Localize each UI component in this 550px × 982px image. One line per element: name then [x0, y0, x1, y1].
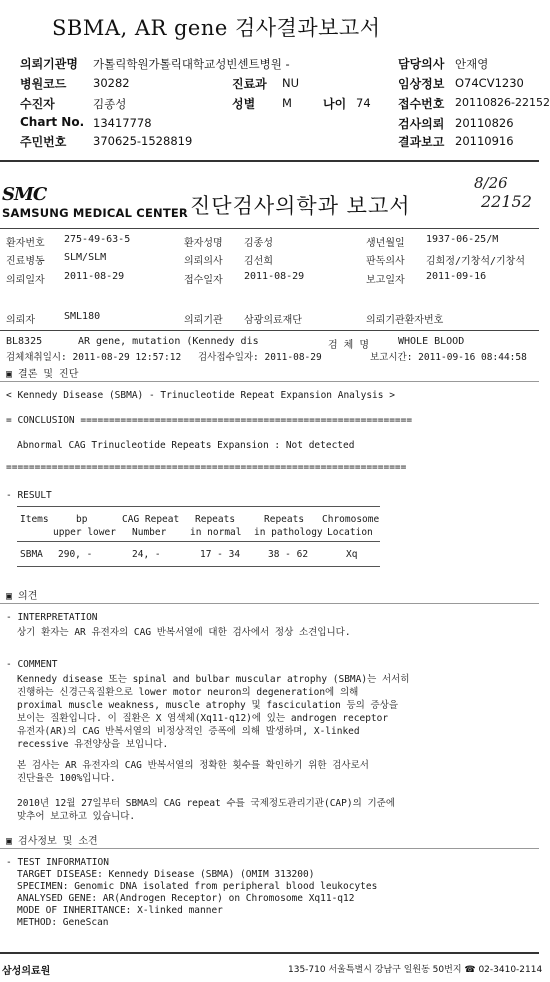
info-value: 김종성 [244, 238, 273, 249]
label-clinical-info: 임상정보 [398, 77, 445, 91]
info-value: 김희정/기창석/기창석 [426, 256, 525, 267]
value-resident-no: 370625-1528819 [93, 134, 193, 148]
label-doctor: 담당의사 [398, 57, 445, 71]
label-receipt-no: 접수번호 [398, 97, 445, 111]
comment-line: 유전자(AR)의 CAG 반복서열의 비정상적인 증폭에 의해 발생하며, X-linked [17, 726, 360, 737]
label-age: 나이 [323, 97, 347, 111]
test-name: AR gene, mutation (Kennedy dis [78, 336, 259, 347]
value-hospital-code: 30282 [93, 76, 130, 90]
hospital-name: SAMSUNG MEDICAL CENTER [2, 206, 188, 220]
requester-label: 의뢰자 [6, 315, 35, 326]
info-value: 김선희 [244, 256, 273, 267]
collect-datetime: 검체채취일시: 2011-08-29 12:57:12 [6, 352, 182, 363]
handwritten-number: 22152 [481, 192, 532, 211]
table-header: CAG Repeat [122, 514, 180, 525]
info-value: 2011-08-29 [64, 271, 125, 282]
analysis-title: < Kennedy Disease (SBMA) - Trinucleotide Repeat Expansion Analysis > [6, 390, 395, 401]
institution-label: 의뢰기관 [184, 315, 223, 326]
test-info-line: TARGET DISEASE: Kennedy Disease (SBMA) (OMIM 313200) [17, 869, 315, 880]
info-label: 의뢰의사 [184, 256, 223, 267]
smc-logo: SMC [2, 184, 47, 205]
info-label: 의뢰일자 [6, 275, 45, 286]
table-top-rule [17, 506, 380, 507]
handwritten-date: 8/26 [474, 174, 508, 192]
interpretation-label: - INTERPRETATION [6, 612, 98, 623]
label-request-date: 검사의뢰 [398, 117, 445, 131]
value-doctor: 안재영 [455, 57, 489, 71]
lab-report-title: 진단검사의학과 보고서 [190, 194, 411, 218]
label-chart-no: Chart No. [20, 115, 85, 129]
institution-value: 삼광의료재단 [244, 315, 302, 326]
table-header-sub: Number [132, 527, 167, 538]
value-chart-no: 13417778 [93, 116, 152, 130]
table-header: bp [76, 514, 88, 525]
value-institution: 가톨릭학원가톨릭대학교성빈센트병원 - [93, 57, 290, 71]
table-cell: 17 - 34 [200, 549, 241, 560]
comment-line: 진행하는 신경근육질환으로 lower motor neuron의 degeneration에 의해 [17, 687, 359, 698]
result-label: - RESULT [6, 490, 52, 501]
info-bottom-rule [0, 330, 539, 331]
value-request-date: 20110826 [455, 116, 514, 130]
section-rule [0, 381, 539, 382]
comment-line: Kennedy disease 또는 spinal and bulbar muscular atrophy (SBMA)는 서서히 [17, 674, 410, 685]
comment-line: 맞추어 보고하고 있습니다. [17, 811, 136, 822]
info-value: 1937-06-25/M [426, 234, 499, 245]
table-bottom-rule [17, 566, 380, 567]
conclusion-text: Abnormal CAG Trinucleotide Repeats Expansion : Not detected [17, 440, 355, 451]
table-cell: Xq [346, 549, 358, 560]
inst-patno-label: 의뢰기관환자번호 [366, 315, 444, 326]
specimen-value: WHOLE BLOOD [398, 336, 465, 347]
info-label: 생년월일 [366, 238, 405, 249]
value-age: 74 [356, 96, 371, 110]
table-cell: 38 - 62 [268, 549, 309, 560]
label-patient: 수진자 [20, 97, 55, 111]
footer-org: 삼성의료원 [2, 966, 51, 977]
requester-value: SML180 [64, 311, 101, 322]
info-label: 진료병동 [6, 256, 45, 267]
value-clinical-info: O74CV1230 [455, 76, 524, 90]
test-info-label: - TEST INFORMATION [6, 857, 109, 868]
section-rule [0, 848, 539, 849]
comment-label: - COMMENT [6, 659, 58, 670]
receipt-date: 검사접수일자: 2011-08-29 [198, 352, 322, 363]
info-label: 보고일자 [366, 275, 405, 286]
table-header: Repeats [264, 514, 305, 525]
info-label: 환자번호 [6, 238, 45, 249]
label-sex: 성별 [232, 97, 256, 111]
info-value: 2011-08-29 [244, 271, 305, 282]
section-heading-opinion: ▣ 의견 [6, 591, 38, 602]
interpretation-text: 상기 환자는 AR 유전자의 CAG 반복서열에 대한 검사에서 정상 소견입니다. [17, 627, 351, 638]
info-value: SLM/SLM [64, 252, 107, 263]
section-heading-test-info: ▣ 검사정보 및 소견 [6, 836, 98, 847]
info-label: 접수일자 [184, 275, 223, 286]
value-report-date: 20110916 [455, 134, 514, 148]
value-receipt-no: 20110826-22152 [455, 96, 550, 109]
specimen-label: 검 체 명 [328, 340, 370, 351]
info-value: 2011-09-16 [426, 271, 487, 282]
test-info-line: MODE OF INHERITANCE: X-linked manner [17, 905, 223, 916]
value-patient: 김종성 [93, 97, 127, 111]
equals-rule: ====================================================================== [6, 462, 407, 473]
comment-line: 진단율은 100%입니다. [17, 773, 116, 784]
table-header-sub: in pathology [254, 527, 323, 538]
comment-line: 보이는 질환입니다. 이 질환은 X 염색체(Xq11-q12)에 있는 androgen receptor [17, 713, 389, 724]
table-cell: SBMA [20, 549, 43, 560]
table-cell: 290, - [58, 549, 93, 560]
report-time: 보고시간: 2011-09-16 08:44:58 [370, 352, 527, 363]
footer-address: 135-710 서울특별시 강남구 일원동 50번지 ☎ 02-3410-2114 [288, 965, 543, 975]
table-header-sub: upper lower [53, 527, 116, 538]
section-heading-conclusion: ▣ 결론 및 진단 [6, 369, 79, 380]
label-institution: 의뢰기관명 [20, 57, 78, 71]
comment-line: 2010년 12월 27일부터 SBMA의 CAG repeat 수를 국제정도관리기관(CAP)의 기준에 [17, 798, 396, 809]
table-header: Repeats [195, 514, 236, 525]
table-header-sub: Location [327, 527, 373, 538]
label-hospital-code: 병원코드 [20, 77, 67, 91]
test-info-line: ANALYSED GENE: AR(Androgen Receptor) on Chromosome Xq11-q12 [17, 893, 355, 904]
info-label: 환자성명 [184, 238, 223, 249]
info-value: 275-49-63-5 [64, 234, 131, 245]
info-top-rule [0, 228, 539, 229]
comment-line: recessive 유전양상을 보입니다. [17, 739, 169, 750]
table-header: Items [20, 514, 49, 525]
footer-rule [0, 952, 539, 954]
info-label: 판독의사 [366, 256, 405, 267]
comment-line: proximal muscle weakness, muscle atrophy 및 fasciculation 등의 증상을 [17, 700, 399, 711]
test-code: BL8325 [6, 336, 43, 347]
table-cell: 24, - [132, 549, 161, 560]
label-report-date: 결과보고 [398, 135, 445, 149]
test-info-line: METHOD: GeneScan [17, 917, 109, 928]
comment-line: 본 검사는 AR 유전자의 CAG 반복서열의 정확한 횟수를 확인하기 위한 검사로서 [17, 760, 369, 771]
report-title: SBMA, AR gene 검사결과보고서 [52, 16, 381, 40]
table-header-rule [17, 541, 380, 542]
value-sex: M [282, 96, 292, 110]
value-dept: NU [282, 76, 300, 90]
label-resident-no: 주민번호 [20, 135, 67, 149]
test-info-line: SPECIMEN: Genomic DNA isolated from peripheral blood leukocytes [17, 881, 378, 892]
label-dept: 진료과 [232, 77, 267, 91]
table-header: Chromosome [322, 514, 380, 525]
section-rule [0, 603, 539, 604]
table-header-sub: in normal [190, 527, 242, 538]
conclusion-label: = CONCLUSION ========================================================== [6, 415, 413, 426]
header-divider [0, 160, 539, 162]
